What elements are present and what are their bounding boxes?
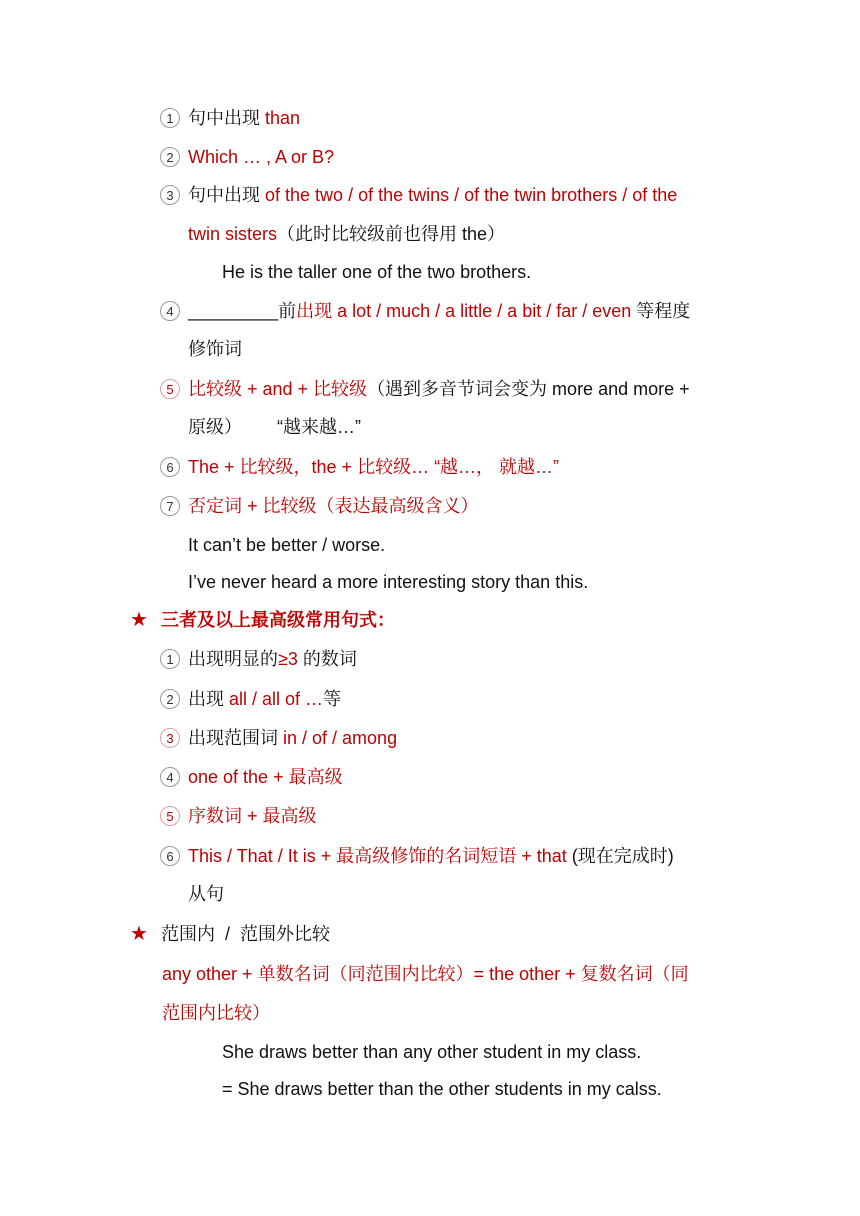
item-text: （此时比较级前也得用 the）: [277, 224, 506, 244]
circled-number: 3: [160, 185, 180, 205]
circled-number: 1: [160, 649, 180, 669]
circled-number: 4: [160, 301, 180, 321]
item-keyword: Which … , A or B?: [188, 147, 335, 167]
item-keyword: than: [265, 108, 301, 128]
circled-number: 3: [160, 728, 180, 748]
item-keyword: 比较级 + and + 比较级: [188, 379, 368, 399]
item-text: 句中出现: [188, 185, 266, 205]
item-text: 句中出现: [188, 108, 266, 128]
circled-number: 4: [160, 767, 180, 787]
circled-number: 2: [160, 689, 180, 709]
item-keyword: 否定词 + 比较级（表达最高级含义）: [188, 496, 479, 516]
circled-number: 5: [160, 379, 180, 399]
item-keyword: The + 比较级，the + 比较级… “越…， 就越…”: [188, 457, 560, 477]
circled-number: 6: [160, 457, 180, 477]
document-page: 1 句中出现 than 2 Which … , A or B? 3 句中出现 of the two / of the twins / of the twin brothers / of the twin sisters（此时比较级前也得用 the） He is the taller one of the two brothers. 4 _________前出现 a lot / much / a little / a bit / far / even 等程度 修饰词 5 比较级 + and + 比较级（遇到多音节词会变为 more and more + 原级） “越来越…” 6 The + 比较级，the + 比较级… “越…， 就越…” 7 否定词 + 比较级（表达最高级含义） It can’t be better / worse. I’ve never heard a more interesting story than this. ★ 三者及以上最高级常用句式： 1 出现明显的≥3 的数词 2 出现 all / all of …等 3 出现范围词 in / of / among 4 one of the + 最高级 5 序数词 + 最高级 6 This / That / It is + 最高级修饰的名词短语 + that (现在完成时) 从句 ★ 范围内 / 范围外比较 any other + 单数名词（同范围内比较）= the other + 复数名词（同 范围内比较） She draws better than any other student in my class. = She draws better than the other students in my calss.: [130, 108, 691, 1099]
circled-number: 1: [160, 108, 180, 128]
section-heading: 三者及以上最高级常用句式：: [161, 610, 395, 630]
item-text: （遇到多音节词会变为 more and more +: [367, 379, 690, 399]
circled-number: 5: [160, 806, 180, 826]
star-icon: ★: [130, 923, 148, 945]
star-icon: ★: [130, 609, 148, 631]
item-text: 等程度: [631, 301, 691, 321]
circled-number: 2: [160, 147, 180, 167]
circled-number: 6: [160, 846, 180, 866]
item-keyword: 出现 a lot / much / a little / a bit / far / even: [296, 301, 632, 321]
item-text: _________前: [188, 301, 297, 321]
item-keyword: twin sisters: [188, 224, 278, 244]
circled-number: 7: [160, 496, 180, 516]
item-keyword: of the two / of the twins / of the twin brothers / of the: [265, 185, 678, 205]
section-heading: 范围内 / 范围外比较: [161, 924, 331, 944]
